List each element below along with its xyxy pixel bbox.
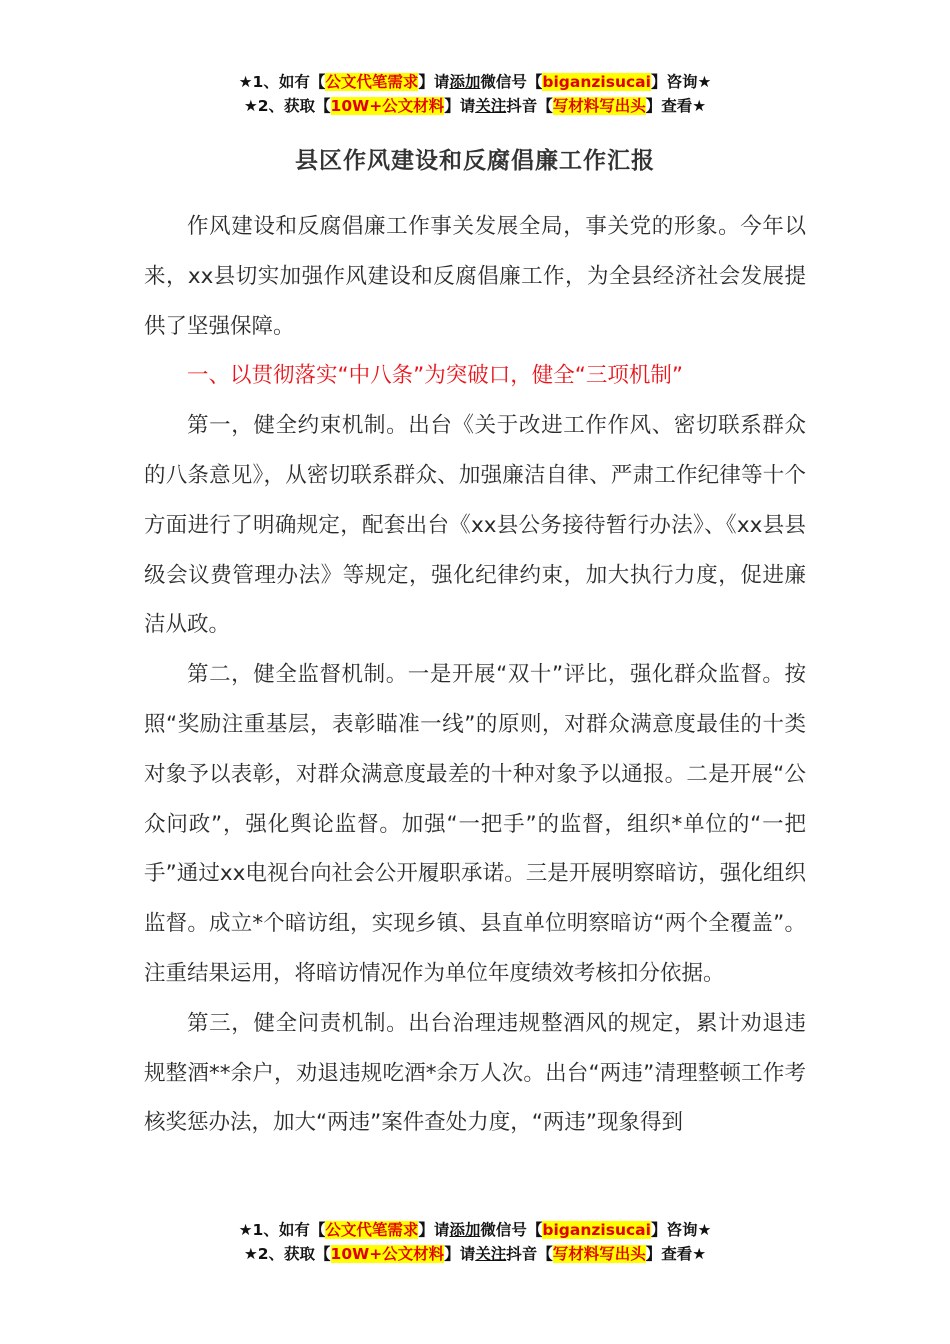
- promo-text: ★1、如有【: [238, 73, 326, 91]
- promo-line-2: [0, 1242, 950, 1266]
- promo-text: 】请: [418, 1221, 450, 1239]
- promo-wechat-id: biganzisucai: [542, 73, 651, 91]
- promo-text: 】查看★: [645, 97, 707, 115]
- body-paragraph: 第三，健全问责机制。出台治理违规整酒风的规定，累计劝退违规整酒**余户，劝退违规吃酒*余万人次。出台“两违”清理整顿工作考核奖惩办法，加大“两违”案件查处力度，“两违”现象得到: [144, 1010, 806, 1136]
- promo-banner-bottom: [0, 1218, 950, 1266]
- promo-text: 微信号【: [480, 73, 543, 91]
- promo-text: 】请: [444, 97, 476, 115]
- intro-paragraph: 作风建设和反腐倡廉工作事关发展全局，事关党的形象。今年以来，xx县切实加强作风建设和反腐倡廉工作，为全县经济社会发展提供了坚强保障。: [144, 214, 806, 339]
- promo-highlight: 10W+公文材料: [330, 97, 445, 115]
- promo-line-2: [0, 94, 950, 118]
- promo-text: 抖音【: [506, 1245, 553, 1263]
- promo-banner-top: [0, 70, 950, 118]
- promo-line-1: [0, 70, 950, 94]
- promo-underline: 添加: [449, 73, 481, 91]
- document-title: 县区作风建设和反腐倡廉工作汇报: [295, 148, 655, 174]
- promo-douyin-name: 写材料写出头: [552, 97, 646, 115]
- promo-text: 】查看★: [645, 1245, 707, 1263]
- promo-text: ★2、获取【: [243, 1245, 331, 1263]
- promo-line-1: [0, 1218, 950, 1242]
- promo-highlight: 公文代笔需求: [325, 1221, 419, 1239]
- promo-text: 】请: [418, 73, 450, 91]
- promo-text: 微信号【: [480, 1221, 543, 1239]
- promo-text: 抖音【: [506, 97, 553, 115]
- section-heading: 一、以贯彻落实“中八条”为突破口，健全“三项机制”: [187, 363, 684, 389]
- promo-text: ★1、如有【: [238, 1221, 326, 1239]
- promo-highlight: 公文代笔需求: [325, 73, 419, 91]
- promo-highlight: 10W+公文材料: [330, 1245, 445, 1263]
- promo-text: 】咨询★: [650, 1221, 712, 1239]
- promo-wechat-id: biganzisucai: [542, 1221, 651, 1239]
- promo-douyin-name: 写材料写出头: [552, 1245, 646, 1263]
- promo-text: 】咨询★: [650, 73, 712, 91]
- promo-text: 】请: [444, 1245, 476, 1263]
- promo-underline: 添加: [449, 1221, 481, 1239]
- document-body: [144, 202, 806, 1148]
- promo-underline: 关注: [475, 1245, 507, 1263]
- body-paragraph: 第一，健全约束机制。出台《关于改进工作作风、密切联系群众的八条意见》，从密切联系群众、加强廉洁自律、严肃工作纪律等十个方面进行了明确规定，配套出台《xx县公务接待暂行办法》、《xx县县级会议费管理办法》等规定，强化纪律约束，加大执行力度，促进廉洁从政。: [144, 413, 806, 638]
- promo-text: ★2、获取【: [243, 97, 331, 115]
- body-paragraph: 第二，健全监督机制。一是开展“双十”评比，强化群众监督。按照“奖励注重基层，表彰瞄准一线”的原则，对群众满意度最佳的十类对象予以表彰，对群众满意度最差的十种对象予以通报。二是开展“公众问政”，强化舆论监督。加强“一把手”的监督，组织*单位的“一把手”通过xx电视台向社会公开履职承诺。三是开展明察暗访，强化组织监督。成立*个暗访组，实现乡镇、县直单位明察暗访“两个全覆盖”。注重结果运用，将暗访情况作为单位年度绩效考核扣分依据。: [144, 662, 806, 986]
- promo-underline: 关注: [475, 97, 507, 115]
